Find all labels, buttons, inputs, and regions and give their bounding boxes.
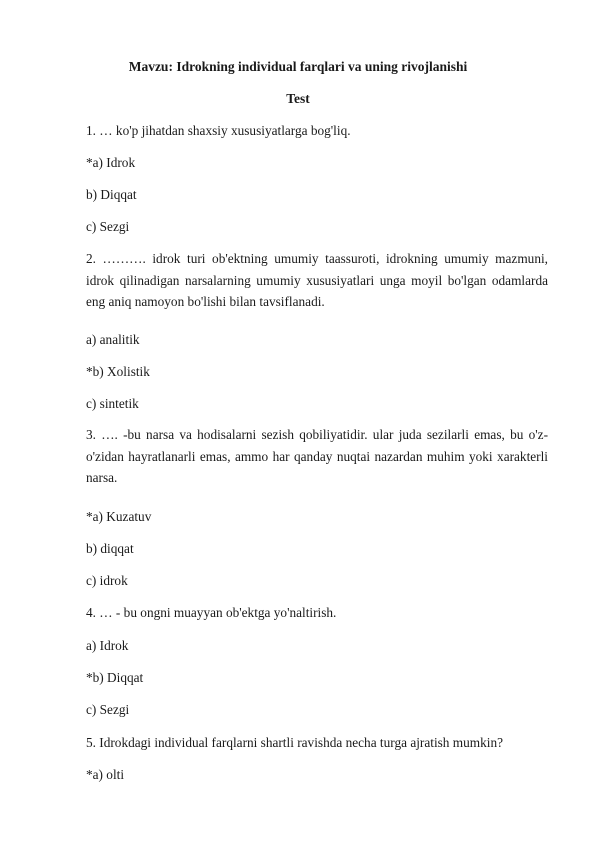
question-4: 4. … - bu ongni muayyan ob'ektga yo'naltirish. [86,605,337,620]
question-4-option-c: c) Sezgi [86,702,130,717]
question-2-option-a: a) analitik [86,332,140,347]
question-2-option-b: *b) Xolistik [86,364,150,379]
question-3: 3. …. -bu narsa va hodisalarni sezish qobiliyatidir. ular juda sezilarli emas, bu o'z-o'zidan hayratlanarli emas, ammo har qanday nuqtai nazardan muhim yoki xarakterli narsa. [86,427,548,485]
question-5-option-a: *a) olti [86,767,125,782]
document-title: Mavzu: Idrokning individual farqlari va uning rivojlanishi [128,59,468,74]
question-2: 2. ………. idrok turi ob'ektning umumiy taassuroti, idrokning umumiy mazmuni, idrok qilinadigan narsalarning umumiy xususiyatlari unga moyil bo'lgan odamlarda eng aniq namoyon bo'lishi bilan tavsiflanadi. [86,251,548,309]
question-3-option-c: c) idrok [86,573,128,588]
question-4-option-a: a) Idrok [86,638,129,653]
question-1: 1. … ko'p jihatdan shaxsiy xususiyatlarga bog'liq. [86,123,351,138]
question-1-option-a: *a) Idrok [86,155,136,170]
question-5: 5. Idrokdagi individual farqlarni shartli ravishda necha turga ajratish mumkin? [86,735,504,750]
question-3-option-b: b) diqqat [86,541,134,556]
question-3-option-a: *a) Kuzatuv [86,509,152,524]
document-subtitle: Test [286,91,310,106]
question-4-option-b: *b) Diqqat [86,670,144,685]
question-2-option-c: c) sintetik [86,396,139,411]
question-1-option-c: c) Sezgi [86,219,130,234]
question-1-option-b: b) Diqqat [86,187,137,202]
